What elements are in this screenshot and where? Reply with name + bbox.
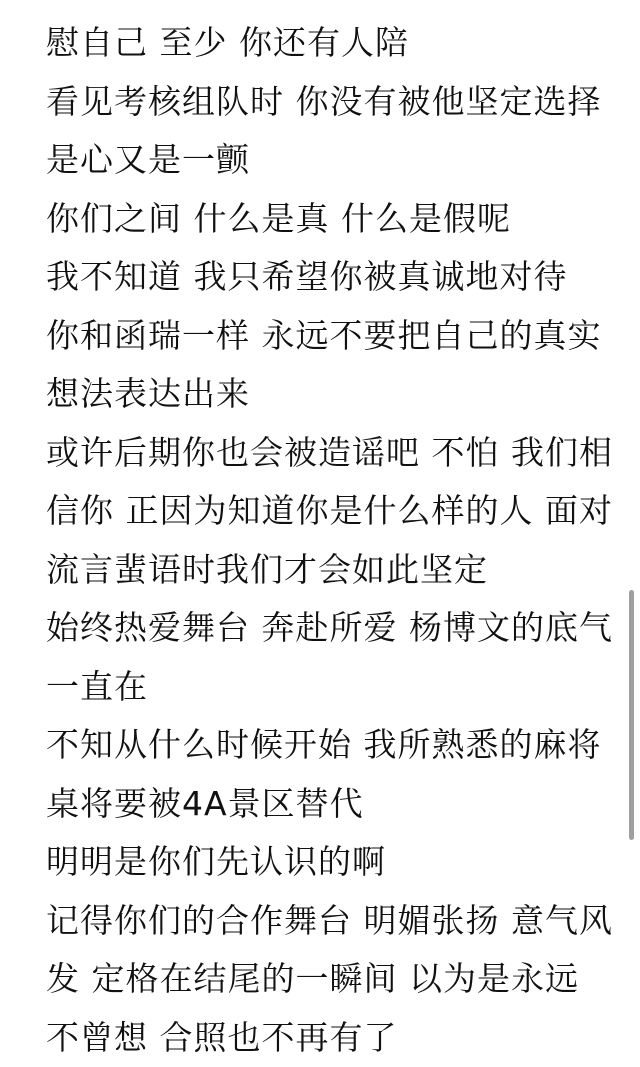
text-line: 流言蜚语时我们才会如此坚定	[46, 541, 616, 600]
text-line: 不曾想 合照也不再有了	[46, 1009, 616, 1067]
text-line: 想法表达出来	[46, 365, 616, 424]
text-line: 我不知道 我只希望你被真诚地对待	[46, 248, 616, 307]
text-line: 发 定格在结尾的一瞬间 以为是永远	[46, 950, 616, 1009]
text-line: 是心又是一颤	[46, 131, 616, 190]
text-line: 或许后期你也会被造谣吧 不怕 我们相	[46, 424, 616, 483]
text-line: 明明是你们先认识的啊	[46, 833, 616, 892]
text-line: 一直在	[46, 658, 616, 717]
text-block	[46, 14, 616, 1067]
text-line: 始终热爱舞台 奔赴所爱 杨博文的底气	[46, 599, 616, 658]
text-line: 你们之间 什么是真 什么是假呢	[46, 190, 616, 249]
text-line: 慰自己 至少 你还有人陪	[46, 14, 616, 73]
vertical-scrollbar[interactable]	[629, 590, 634, 840]
text-line: 看见考核组队时 你没有被他坚定选择	[46, 73, 616, 132]
text-line: 桌将要被4A景区替代	[46, 775, 616, 834]
text-line: 你和函瑞一样 永远不要把自己的真实	[46, 307, 616, 366]
text-line: 记得你们的合作舞台 明媚张扬 意气风	[46, 892, 616, 951]
text-line: 信你 正因为知道你是什么样的人 面对	[46, 482, 616, 541]
text-line: 不知从什么时候开始 我所熟悉的麻将	[46, 716, 616, 775]
